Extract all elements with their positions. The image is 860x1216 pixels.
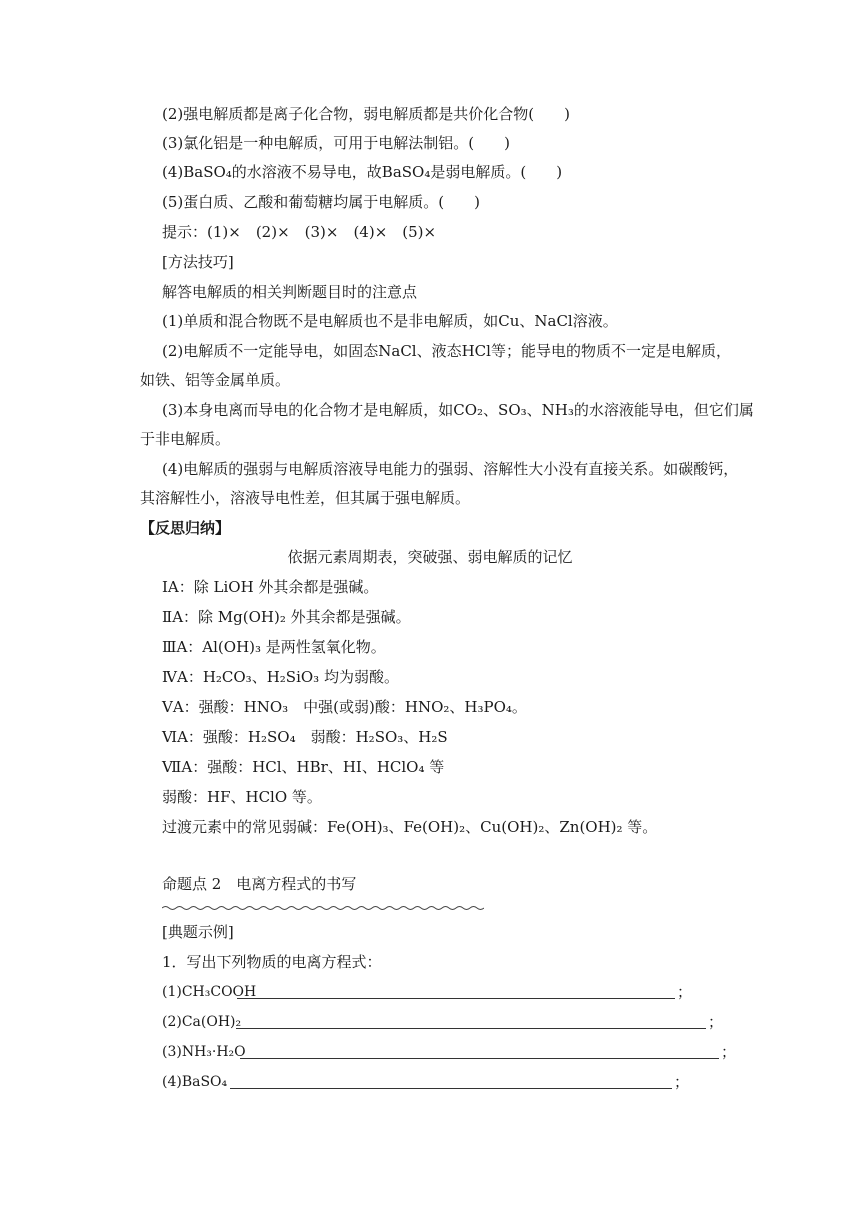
method-intro: 解答电解质的相关判断题目时的注意点 [162, 283, 418, 301]
answer-blank[interactable] [236, 1014, 706, 1029]
reflection-line: 过渡元素中的常见弱碱：Fe(OH)₃、Fe(OH)₂、Cu(OH)₂、Zn(OH)₂ 等。 [162, 818, 658, 836]
question-prompt: 1．写出下列物质的电离方程式： [162, 953, 382, 971]
answer-end: ； [674, 1073, 690, 1091]
method-point-4a: (4)电解质的强弱与电解质溶液导电能力的强弱、溶解性大小没有直接关系。如碳酸钙， [162, 460, 739, 478]
answer-blank[interactable] [240, 1044, 719, 1059]
answer-blank[interactable] [237, 984, 675, 999]
proposition-title: 命题点 2 电离方程式的书写 [162, 875, 357, 893]
judgment-q4: (4)BaSO₄的水溶液不易导电，故BaSO₄是弱电解质。( ) [162, 163, 563, 181]
judgment-q2: (2)强电解质都是离子化合物，弱电解质都是共价化合物( ) [162, 105, 570, 123]
reflection-line: ⅢA：Al(OH)₃ 是两性氢氧化物。 [162, 638, 386, 656]
answer-label: (1)CH₃COOH [162, 984, 257, 1000]
judgment-hint: 提示：(1)× (2)× (3)× (4)× (5)× [162, 223, 437, 241]
reflection-line: ⅡA：除 Mg(OH)₂ 外其余都是强碱。 [162, 608, 411, 626]
answer-end: ； [677, 983, 693, 1001]
reflection-title: 依据元素周期表，突破强、弱电解质的记忆 [287, 548, 573, 566]
answer-label: (3)NH₃·H₂O [162, 1044, 246, 1060]
answer-end: ； [721, 1043, 737, 1061]
answer-end: ； [708, 1013, 724, 1031]
reflection-line: ⅤA：强酸：HNO₃ 中强(或弱)酸：HNO₂、H₃PO₄。 [162, 698, 527, 716]
judgment-q3: (3)氯化铝是一种电解质，可用于电解法制铝。( ) [162, 134, 510, 152]
reflection-heading: 【反思归纳】 [140, 519, 231, 537]
judgment-q5: (5)蛋白质、乙酸和葡萄糖均属于电解质。( ) [162, 193, 480, 211]
wavy-underline [162, 905, 484, 911]
method-point-4b: 其溶解性小，溶液导电性差，但其属于强电解质。 [140, 489, 471, 507]
method-point-3b: 于非电解质。 [140, 430, 231, 448]
answer-blank[interactable] [230, 1074, 672, 1089]
reflection-line: ⅣA：H₂CO₃、H₂SiO₃ 均为弱酸。 [162, 668, 399, 686]
reflection-line: ⅦA：强酸：HCl、HBr、HI、HClO₄ 等 [162, 758, 445, 776]
reflection-line: 弱酸：HF、HClO 等。 [162, 788, 322, 806]
answer-label: (2)Ca(OH)₂ [162, 1014, 242, 1030]
reflection-line: ⅠA：除 LiOH 外其余都是强碱。 [162, 578, 379, 596]
answer-label: (4)BaSO₄ [162, 1074, 228, 1090]
method-heading: [方法技巧] [162, 253, 234, 271]
method-point-2a: (2)电解质不一定能导电，如固态NaCl、液态HCl等；能导电的物质不一定是电解质， [162, 342, 731, 360]
method-point-2b: 如铁、铝等金属单质。 [140, 371, 291, 389]
reflection-line: ⅥA：强酸：H₂SO₄ 弱酸：H₂SO₃、H₂S [162, 728, 448, 746]
method-point-1: (1)单质和混合物既不是电解质也不是非电解质，如Cu、NaCl溶液。 [162, 312, 618, 330]
example-heading: [典题示例] [162, 923, 234, 941]
method-point-3a: (3)本身电离而导电的化合物才是电解质，如CO₂、SO₃、NH₃的水溶液能导电，但它们属 [162, 401, 754, 419]
